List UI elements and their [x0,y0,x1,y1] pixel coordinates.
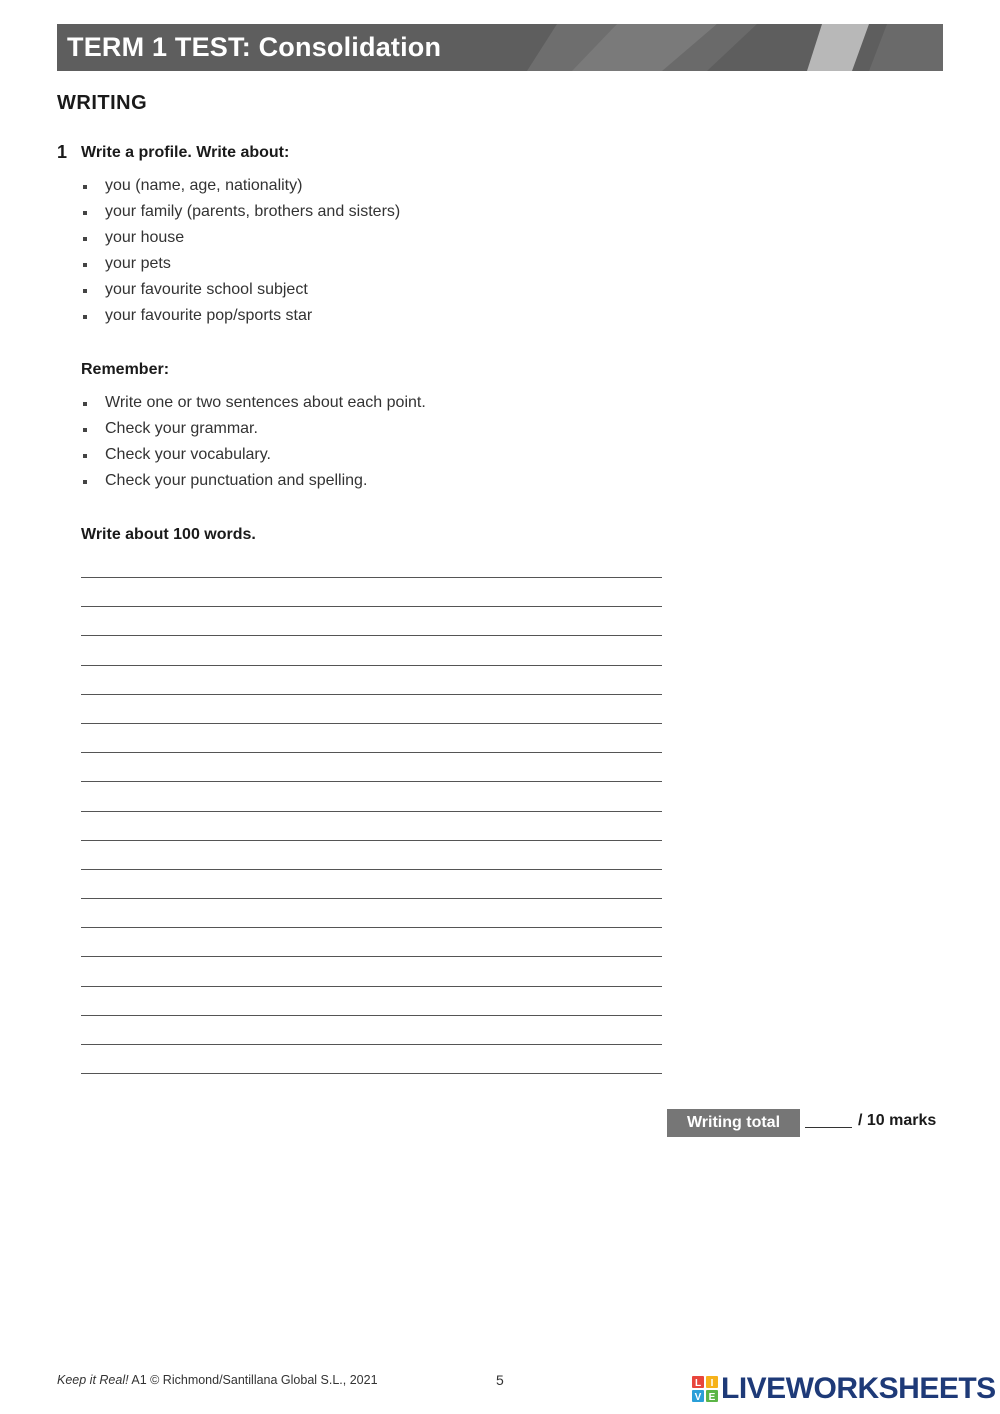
writing-total-label: Writing total [667,1109,800,1137]
list-item: you (name, age, nationality) [81,173,400,199]
answer-line[interactable] [81,928,662,957]
bullet-icon [83,402,87,406]
svg-text:E: E [708,1392,716,1402]
page-title: TERM 1 TEST: Consolidation [67,32,442,62]
answer-line[interactable] [81,724,662,753]
bullet-icon [83,315,87,319]
bullet-icon [83,454,87,458]
list-item: your favourite pop/sports star [81,303,400,329]
bullet-icon [83,211,87,215]
footer-credit: Keep it Real! A1 © Richmond/Santillana Global S.L., 2021 [57,1373,378,1387]
total-marks: / 10 marks [858,1112,937,1129]
bullet-icon [83,480,87,484]
list-item: your family (parents, brothers and sisters) [81,199,400,225]
brand-name: LIVEWORKSHEETS [721,1372,996,1405]
answer-line[interactable] [81,812,662,841]
remember-label: Remember: [81,361,170,378]
bullet-icon [83,428,87,432]
answer-line[interactable] [81,1045,662,1074]
svg-text:I: I [710,1378,714,1389]
question-instruction: Write a profile. Write about: [81,144,290,161]
section-heading: WRITING [57,92,148,114]
list-item: Check your punctuation and spelling. [81,468,426,494]
bullet-icon [83,237,87,241]
answer-line[interactable] [81,636,662,665]
svg-text:V: V [694,1392,702,1402]
answer-line[interactable] [81,1016,662,1045]
bullet-icon [83,185,87,189]
question-number: 1 [57,142,68,162]
list-item: your favourite school subject [81,277,400,303]
answer-line[interactable] [81,607,662,636]
header-bar [57,24,943,71]
answer-line[interactable] [81,841,662,870]
score-blank[interactable] [805,1127,852,1128]
topic-list [81,173,400,329]
list-item: Check your grammar. [81,416,426,442]
answer-line[interactable] [81,899,662,928]
list-item: Write one or two sentences about each point. [81,390,426,416]
liveworksheets-brand [692,1372,996,1406]
list-item: Check your vocabulary. [81,442,426,468]
svg-text:L: L [694,1378,702,1389]
answer-line[interactable] [81,870,662,899]
answer-line[interactable] [81,578,662,607]
list-item: your house [81,225,400,251]
liveworksheets-logo-icon [692,1376,718,1402]
bullet-icon [83,289,87,293]
answer-line[interactable] [81,987,662,1016]
answer-line[interactable] [81,695,662,724]
answer-line[interactable] [81,753,662,782]
bullet-icon [83,263,87,267]
answer-line[interactable] [81,957,662,986]
answer-line[interactable] [81,666,662,695]
page-number: 5 [496,1372,504,1388]
reminder-list [81,390,426,494]
answer-line[interactable] [81,782,662,811]
word-count-instruction: Write about 100 words. [81,526,256,543]
list-item: your pets [81,251,400,277]
answer-area[interactable] [81,577,662,1074]
